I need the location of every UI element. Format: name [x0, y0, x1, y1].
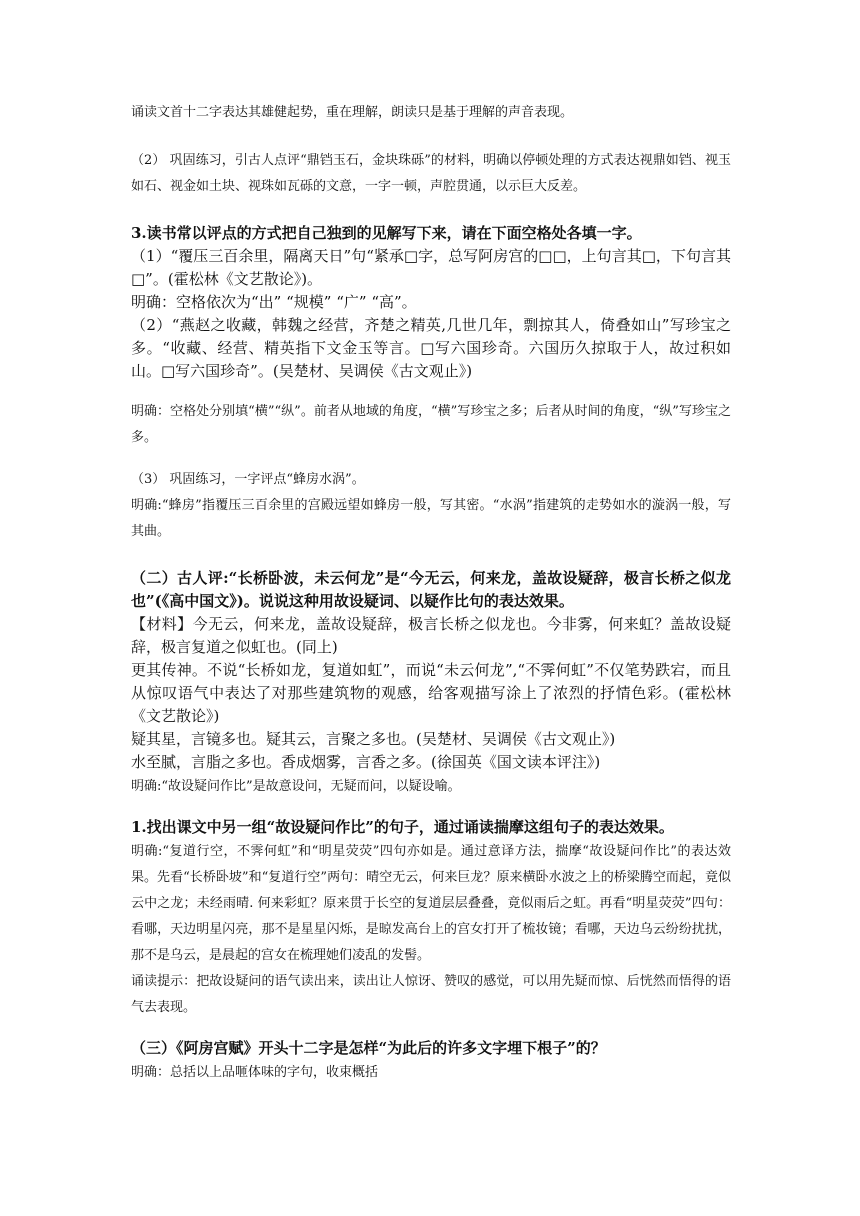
paragraph-answer-1: 明确：空格依次为“出” “规模” “广” “高”。 [131, 293, 417, 311]
paragraph-definition: 明确:“故设疑问作比”是故意设问，无疑而问，以疑设喻。 [131, 779, 461, 794]
heading-question-3: 3.读书常以评点的方式把自己独到的见解写下来，请在下面空格处各填一字。 [131, 224, 642, 242]
paragraph-summary: 明确：总括以上品咂体味的字句，收束概括 [131, 1065, 379, 1080]
paragraph-material-quote-2: 水至腻，言脂之多也。香成烟雾，言香之多。(徐国英《国文读本评注》) [131, 753, 601, 771]
paragraph-item-2: （2）“燕赵之收藏，韩魏之经营，齐楚之精英,几世几年，剽掠其人，倚叠如山”写珍宝之多。“收藏、经营、精英指下文金玉等言。□写六国珍奇。六国历久掠取于人，故过积如山。□写六国珍奇”。(吴楚材、吴调侯《古文观止》) [131, 316, 731, 380]
paragraph-material: 【材料】今无云，何来龙，盖故设疑辞，极言长桥之似龙也。今非雾，何来虹？盖故设疑辞，极言复道之似虹也。(同上) [131, 615, 731, 656]
paragraph-answer-2: 明确：空格处分别填“横”“纵”。前者从地域的角度，“横”写珍宝之多；后者从时间的角度，“纵”写珍宝之多。 [131, 404, 731, 445]
paragraph-answer-3: 明确:“蜂房”指覆压三百余里的宫殿远望如蜂房一般，写其密。“水涡”指建筑的走势如水的漩涡一般，写其曲。 [131, 498, 731, 539]
paragraph-practice-3: （3） 巩固练习，一字评点“蜂房水涡”。 [131, 472, 365, 487]
paragraph-task-answer: 明确:“复道行空，不霁何虹”和“明星荧荧”四句亦如是。通过意译方法，揣摩“故设疑问作比”的表达效果。先看“长桥卧坡”和“复道行空”两句：晴空无云，何来巨龙？原来横卧水波之上的桥梁腾空而起，竟似云中之龙；未经雨晴. 何来彩虹？原来贯于长空的复道层层叠叠，竟似雨后之虹。再看“明星荧荧”四句：看哪，天边明星闪亮，那不是星星闪烁，是晾发高台上的宫女打开了梳妆镜；看哪，天边乌云纷纷扰扰，那不是乌云，是晨起的宫女在梳理她们凌乱的发髻。 [131, 844, 731, 963]
paragraph-recitation-tip: 诵读提示：把故设疑问的语气读出来，读出让人惊讶、赞叹的感觉，可以用先疑而惊、后恍然而悟得的语气去表现。 [131, 974, 731, 1015]
paragraph-item-1: （1）“覆压三百余里，隔离天日”句“紧承□字，总写阿房宫的□□，上句言其□，下句言其□”。(霍松林《文艺散论》)。 [131, 247, 731, 288]
heading-task-1: 1.找出课文中另一组“故设疑问作比”的句子，通过诵读揣摩这组句子的表达效果。 [131, 818, 674, 836]
paragraph-recitation-note: 诵读文首十二字表达其雄健起势，重在理解，朗读只是基于理解的声音表现。 [131, 105, 574, 120]
heading-section-2: （二）古人评:“长桥卧波，未云何龙”是“今无云，何来龙，盖故设疑辞，极言长桥之似龙也”(《高中国文》)。说说这种用故设疑词、以疑作比句的表达效果。 [131, 569, 731, 610]
paragraph-practice-2: （2） 巩固练习，引古人点评“鼎铛玉石，金块珠砾”的材料，明确以停顿处理的方式表达视鼎如铛、视玉如石、视金如土块、视珠如瓦砾的文意，一字一顿，声腔贯通，以示巨大反差。 [131, 153, 731, 194]
document-page [131, 100, 731, 1086]
paragraph-material-analysis: 更其传神。不说“长桥如龙，复道如虹”，而说“未云何龙”,“不霁何虹”不仅笔势跌宕，而且从惊叹语气中表达了对那些建筑物的观感，给客观描写涂上了浓烈的抒情色彩。(霍松林《文艺散论》) [131, 661, 731, 725]
heading-section-3: （三）《阿房宫赋》开头十二字是怎样“为此后的许多文字埋下根子”的？ [131, 1039, 606, 1057]
paragraph-material-quote-1: 疑其星，言镜多也。疑其云，言聚之多也。(吴楚材、吴调侯《古文观止》) [131, 730, 616, 748]
